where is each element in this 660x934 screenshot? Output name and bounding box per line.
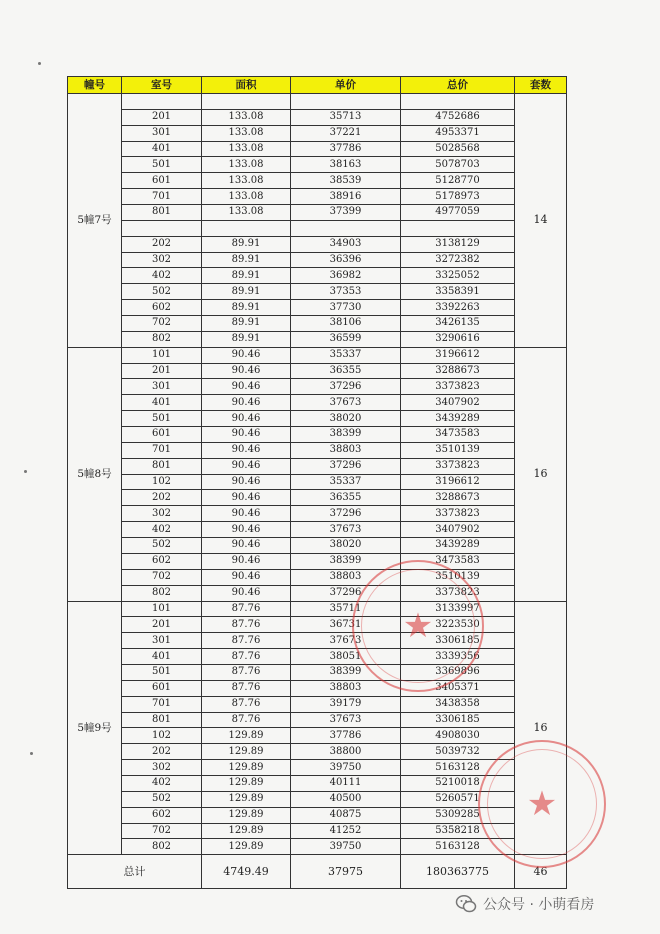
total-price-cell: 3288673: [401, 490, 515, 506]
room-cell: 701: [122, 442, 202, 458]
unit-price-cell: 37296: [291, 458, 401, 474]
total-label: 总计: [68, 855, 202, 889]
table-row: [68, 411, 567, 427]
unit-price-cell: 36355: [291, 363, 401, 379]
room-cell: 201: [122, 617, 202, 633]
room-cell: 801: [122, 205, 202, 221]
total-price-cell: 3373823: [401, 506, 515, 522]
room-cell: 601: [122, 680, 202, 696]
total-price-cell: 5128770: [401, 173, 515, 189]
total-price-cell: 4977059: [401, 205, 515, 221]
building-name-cell: 5幢7号: [68, 94, 122, 348]
area-cell: 89.91: [202, 300, 291, 316]
room-cell: 501: [122, 664, 202, 680]
room-cell: 102: [122, 728, 202, 744]
area-cell: 90.46: [202, 363, 291, 379]
seal-star-icon: ★: [526, 784, 558, 824]
table-row: [68, 284, 567, 300]
area-cell: 90.46: [202, 522, 291, 538]
table-row: [68, 522, 567, 538]
unit-price-cell: 36982: [291, 268, 401, 284]
table-row: [68, 553, 567, 569]
table-row: [68, 220, 567, 236]
company-seal-stamp-2: [478, 740, 606, 868]
area-cell: 87.76: [202, 633, 291, 649]
area-cell: 87.76: [202, 601, 291, 617]
table-row: [68, 157, 567, 173]
room-cell: 802: [122, 331, 202, 347]
table-row: [68, 395, 567, 411]
room-cell: 701: [122, 189, 202, 205]
unit-price-cell: 38051: [291, 649, 401, 665]
total-price-cell: 3407902: [401, 522, 515, 538]
table-row: [68, 712, 567, 728]
area-cell: 133.08: [202, 157, 291, 173]
header-area: 面积: [202, 77, 291, 94]
unit-count-cell: 16: [515, 347, 567, 601]
total-price-cell: 3290616: [401, 331, 515, 347]
table-row: [68, 664, 567, 680]
area-cell: 87.76: [202, 680, 291, 696]
unit-price-cell: 38399: [291, 664, 401, 680]
unit-price-cell: 38803: [291, 442, 401, 458]
area-cell: 129.89: [202, 823, 291, 839]
unit-count-cell: 16: [515, 601, 567, 855]
area-cell: 90.46: [202, 490, 291, 506]
total-price-cell: 5163128: [401, 839, 515, 855]
room-cell: 101: [122, 347, 202, 363]
table-row: [68, 728, 567, 744]
room-cell: 302: [122, 760, 202, 776]
table-row: [68, 442, 567, 458]
table-row: [68, 141, 567, 157]
unit-price-cell: 37673: [291, 395, 401, 411]
table-row: [68, 363, 567, 379]
total-row: [68, 855, 567, 889]
total-price-cell: 3325052: [401, 268, 515, 284]
total-price-cell: 5260571: [401, 791, 515, 807]
table-row: [68, 601, 567, 617]
unit-price-cell: 38399: [291, 553, 401, 569]
table-row: [68, 633, 567, 649]
unit-price-cell: 38916: [291, 189, 401, 205]
total-price-cell: 5163128: [401, 760, 515, 776]
unit-price-cell: 40875: [291, 807, 401, 823]
room-cell: 602: [122, 553, 202, 569]
watermark-text: 公众号 · 小萌看房: [483, 897, 595, 913]
area-cell: 90.46: [202, 427, 291, 443]
unit-price-cell: 40500: [291, 791, 401, 807]
total-price-cell: 3392263: [401, 300, 515, 316]
area-cell: 129.89: [202, 807, 291, 823]
room-cell: 202: [122, 744, 202, 760]
total-price-cell: 3510139: [401, 569, 515, 585]
unit-count-cell: 14: [515, 94, 567, 348]
table-row: [68, 744, 567, 760]
total-count: 46: [515, 855, 567, 889]
area-cell: 90.46: [202, 506, 291, 522]
table-row: [68, 458, 567, 474]
unit-price-cell: 38106: [291, 316, 401, 332]
scan-mark: [30, 752, 33, 755]
area-cell: 89.91: [202, 316, 291, 332]
total-price-cell: 5028568: [401, 141, 515, 157]
room-cell: 702: [122, 823, 202, 839]
room-cell: 402: [122, 268, 202, 284]
total-price-cell: 3373823: [401, 458, 515, 474]
room-cell: 301: [122, 125, 202, 141]
table-row: [68, 189, 567, 205]
area-cell: 129.89: [202, 775, 291, 791]
table-row: [68, 252, 567, 268]
header-building: 幢号: [68, 77, 122, 94]
area-cell: 89.91: [202, 284, 291, 300]
total-price-cell: 3438358: [401, 696, 515, 712]
room-cell: 301: [122, 633, 202, 649]
total-price-cell: 3473583: [401, 427, 515, 443]
room-cell: 202: [122, 490, 202, 506]
unit-price-cell: 34903: [291, 236, 401, 252]
total-price-cell: 3133997: [401, 601, 515, 617]
header-unit-count: 套数: [515, 77, 567, 94]
area-cell: 90.46: [202, 442, 291, 458]
scan-mark: [38, 62, 41, 65]
area-cell: 90.46: [202, 411, 291, 427]
room-cell: 502: [122, 791, 202, 807]
room-cell: 702: [122, 569, 202, 585]
table-row: [68, 379, 567, 395]
total-price-cell: 3358391: [401, 284, 515, 300]
room-cell: 201: [122, 363, 202, 379]
area-cell: 129.89: [202, 791, 291, 807]
company-seal-stamp: [352, 560, 484, 692]
table-row: [68, 427, 567, 443]
total-price-cell: [401, 94, 515, 110]
room-cell: [122, 220, 202, 236]
total-price-cell: 5078703: [401, 157, 515, 173]
total-price-cell: 3510139: [401, 442, 515, 458]
table-row: [68, 617, 567, 633]
unit-price-cell: 35337: [291, 474, 401, 490]
room-cell: [122, 94, 202, 110]
total-price-cell: 3196612: [401, 347, 515, 363]
area-cell: 87.76: [202, 617, 291, 633]
header-room: 室号: [122, 77, 202, 94]
total-price-cell: 3369896: [401, 664, 515, 680]
unit-price-cell: 36599: [291, 331, 401, 347]
area-cell: 129.89: [202, 728, 291, 744]
area-cell: 129.89: [202, 839, 291, 855]
total-price-cell: 4908030: [401, 728, 515, 744]
header-total-price: 总价: [401, 77, 515, 94]
total-price-cell: 3288673: [401, 363, 515, 379]
area-cell: 90.46: [202, 395, 291, 411]
area-cell: 90.46: [202, 569, 291, 585]
area-cell: 90.46: [202, 347, 291, 363]
room-cell: 701: [122, 696, 202, 712]
table-row: [68, 696, 567, 712]
room-cell: 401: [122, 395, 202, 411]
room-cell: 602: [122, 300, 202, 316]
unit-price-cell: 37399: [291, 205, 401, 221]
seal-star-icon: ★: [402, 606, 434, 646]
total-price-cell: 5309285: [401, 807, 515, 823]
room-cell: 501: [122, 157, 202, 173]
total-price-cell: 3439289: [401, 538, 515, 554]
unit-price-cell: 38020: [291, 538, 401, 554]
table-row: [68, 474, 567, 490]
area-cell: 89.91: [202, 268, 291, 284]
table-row: [68, 538, 567, 554]
unit-price-cell: 37786: [291, 141, 401, 157]
unit-price-cell: 38399: [291, 427, 401, 443]
unit-price-cell: 38539: [291, 173, 401, 189]
table-row: [68, 125, 567, 141]
room-cell: 801: [122, 712, 202, 728]
watermark: [455, 893, 594, 915]
table-row: [68, 300, 567, 316]
unit-price-cell: 37786: [291, 728, 401, 744]
area-cell: 90.46: [202, 585, 291, 601]
table-row: [68, 490, 567, 506]
total-price-cell: 3306185: [401, 633, 515, 649]
unit-price-cell: 37296: [291, 585, 401, 601]
area-cell: 89.91: [202, 331, 291, 347]
unit-price-cell: 38803: [291, 569, 401, 585]
unit-price-cell: [291, 94, 401, 110]
area-cell: [202, 94, 291, 110]
total-sum: 180363775: [401, 855, 515, 889]
table-row: [68, 347, 567, 363]
table-row: [68, 649, 567, 665]
building-name-cell: 5幢8号: [68, 347, 122, 601]
unit-price-cell: [291, 220, 401, 236]
area-cell: 90.46: [202, 538, 291, 554]
room-cell: 801: [122, 458, 202, 474]
room-cell: 202: [122, 236, 202, 252]
unit-price-cell: 37673: [291, 633, 401, 649]
room-cell: 102: [122, 474, 202, 490]
area-cell: 129.89: [202, 744, 291, 760]
area-cell: 87.76: [202, 664, 291, 680]
unit-price-cell: 39179: [291, 696, 401, 712]
unit-price-cell: 37221: [291, 125, 401, 141]
unit-price-cell: 36731: [291, 617, 401, 633]
total-price-cell: [401, 220, 515, 236]
header-unit-price: 单价: [291, 77, 401, 94]
area-cell: 87.76: [202, 696, 291, 712]
unit-price-cell: 37353: [291, 284, 401, 300]
unit-price-cell: 37296: [291, 379, 401, 395]
table-row: [68, 173, 567, 189]
room-cell: 601: [122, 427, 202, 443]
total-price-cell: 3339356: [401, 649, 515, 665]
table-row: [68, 331, 567, 347]
total-area: 4749.49: [202, 855, 291, 889]
area-cell: 89.91: [202, 252, 291, 268]
unit-price-cell: 37673: [291, 712, 401, 728]
total-price-cell: 5178973: [401, 189, 515, 205]
table-row: [68, 680, 567, 696]
total-price-cell: 3196612: [401, 474, 515, 490]
room-cell: 601: [122, 173, 202, 189]
room-cell: 401: [122, 141, 202, 157]
table-row: [68, 94, 567, 110]
area-cell: 87.76: [202, 712, 291, 728]
table-row: [68, 205, 567, 221]
room-cell: 201: [122, 109, 202, 125]
total-price-cell: 5039732: [401, 744, 515, 760]
unit-price-cell: 38163: [291, 157, 401, 173]
room-cell: 302: [122, 506, 202, 522]
total-price-cell: 3373823: [401, 585, 515, 601]
unit-price-cell: 36396: [291, 252, 401, 268]
unit-price-cell: 38803: [291, 680, 401, 696]
room-cell: 802: [122, 585, 202, 601]
total-price-cell: 3426135: [401, 316, 515, 332]
unit-price-cell: 35713: [291, 109, 401, 125]
building-name-cell: 5幢9号: [68, 601, 122, 855]
area-cell: 133.08: [202, 141, 291, 157]
area-cell: 90.46: [202, 379, 291, 395]
unit-price-cell: 36355: [291, 490, 401, 506]
area-cell: 133.08: [202, 205, 291, 221]
total-price-cell: 4752686: [401, 109, 515, 125]
table-row: [68, 316, 567, 332]
unit-price-cell: 35711: [291, 601, 401, 617]
table-row: [68, 569, 567, 585]
table-row: [68, 236, 567, 252]
unit-price-cell: 39750: [291, 760, 401, 776]
total-price-cell: 5358218: [401, 823, 515, 839]
unit-price-cell: 39750: [291, 839, 401, 855]
unit-price-cell: 37673: [291, 522, 401, 538]
table-body: [68, 94, 567, 855]
total-price-cell: 3306185: [401, 712, 515, 728]
area-cell: 129.89: [202, 760, 291, 776]
table-row: [68, 268, 567, 284]
room-cell: 702: [122, 316, 202, 332]
total-price-cell: 4953371: [401, 125, 515, 141]
total-price-cell: 3407902: [401, 395, 515, 411]
area-cell: 133.08: [202, 125, 291, 141]
total-price-cell: 3373823: [401, 379, 515, 395]
area-cell: 89.91: [202, 236, 291, 252]
room-cell: 501: [122, 411, 202, 427]
area-cell: 90.46: [202, 553, 291, 569]
unit-price-cell: 37730: [291, 300, 401, 316]
area-cell: 133.08: [202, 173, 291, 189]
unit-price-cell: 40111: [291, 775, 401, 791]
table-row: [68, 506, 567, 522]
area-cell: 133.08: [202, 189, 291, 205]
room-cell: 602: [122, 807, 202, 823]
area-cell: 90.46: [202, 474, 291, 490]
scan-mark: [24, 470, 27, 473]
area-cell: [202, 220, 291, 236]
total-unit-price: 37975: [291, 855, 401, 889]
total-price-cell: 3223530: [401, 617, 515, 633]
table-row: [68, 109, 567, 125]
total-price-cell: 3138129: [401, 236, 515, 252]
room-cell: 302: [122, 252, 202, 268]
wechat-icon: [455, 893, 477, 915]
unit-price-cell: 38020: [291, 411, 401, 427]
room-cell: 101: [122, 601, 202, 617]
total-price-cell: 5210018: [401, 775, 515, 791]
area-cell: 133.08: [202, 109, 291, 125]
unit-price-cell: 35337: [291, 347, 401, 363]
unit-price-cell: 38800: [291, 744, 401, 760]
room-cell: 502: [122, 284, 202, 300]
room-cell: 402: [122, 522, 202, 538]
room-cell: 502: [122, 538, 202, 554]
total-price-cell: 3439289: [401, 411, 515, 427]
unit-price-cell: 37296: [291, 506, 401, 522]
table-header-row: [68, 77, 567, 94]
table-row: [68, 585, 567, 601]
total-price-cell: 3272382: [401, 252, 515, 268]
area-cell: 90.46: [202, 458, 291, 474]
room-cell: 802: [122, 839, 202, 855]
total-price-cell: 3405371: [401, 680, 515, 696]
room-cell: 401: [122, 649, 202, 665]
room-cell: 402: [122, 775, 202, 791]
area-cell: 87.76: [202, 649, 291, 665]
room-cell: 301: [122, 379, 202, 395]
total-price-cell: 3473583: [401, 553, 515, 569]
unit-price-cell: 41252: [291, 823, 401, 839]
